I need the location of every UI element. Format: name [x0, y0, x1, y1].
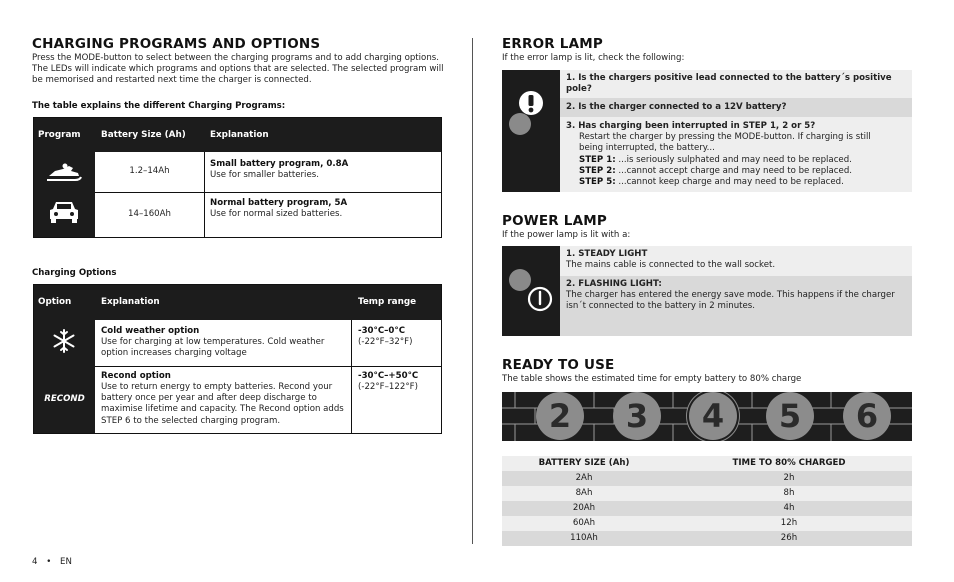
- option-2-temp: -30°C–+50°C: [358, 371, 419, 381]
- error-step-1: [579, 155, 852, 166]
- power-intro: If the power lamp is lit with a:: [502, 230, 631, 240]
- program-1-desc: Use for smaller batteries.: [210, 170, 319, 180]
- charging-intro-text: Press the MODE-button to select between the charging programs and to add charging options. The LEDs will indicate which programs and options that are selected. The selected program will be memorised and restarted next time the charger is connected.: [32, 53, 444, 86]
- row-size: 2Ah: [575, 473, 593, 483]
- options-table: [33, 284, 442, 434]
- header-explanation: Explanation: [210, 130, 269, 140]
- error-lamp-panel: [502, 70, 560, 192]
- option-icon-column: [34, 320, 95, 433]
- program-1-size: 1.2–14Ah: [129, 166, 170, 176]
- row-divider: [95, 366, 441, 367]
- error-step-5: [579, 177, 844, 188]
- exclamation-icon: [518, 90, 544, 116]
- row-size: 8Ah: [575, 488, 593, 498]
- power-item-2-desc: The charger has entered the energy save mode. This happens if the charger isn´t connected to the battery in 2 minutes.: [566, 290, 895, 312]
- page-number: 4: [32, 557, 38, 567]
- language-code: EN: [60, 557, 72, 567]
- row-time: 4h: [783, 503, 795, 513]
- option-1-temp: -30°C–0°C: [358, 326, 406, 336]
- power-item-1: 1. STEADY LIGHT: [566, 249, 648, 259]
- ready-table-header: [502, 456, 912, 471]
- power-item-1-desc: The mains cable is connected to the wall socket.: [566, 260, 776, 270]
- step-number-3: 3: [613, 392, 661, 440]
- table-row: [502, 501, 912, 516]
- power-item-2: 2. FLASHING LIGHT:: [566, 279, 662, 289]
- step-number-6: 6: [843, 392, 891, 440]
- row-time: 26h: [780, 533, 798, 543]
- programs-table-caption: The table explains the different Charging Programs:: [32, 101, 286, 111]
- program-1-title: Small battery program, 0.8A: [210, 159, 349, 169]
- step-5-text: ...cannot keep charge and may need to be replaced.: [618, 177, 844, 187]
- col-divider: [351, 320, 352, 433]
- column-divider: [472, 38, 473, 544]
- programs-table: [33, 117, 442, 238]
- header-battery-size: Battery Size (Ah): [101, 130, 186, 140]
- charging-steps-strip: [502, 392, 912, 441]
- program-2-desc: Use for normal sized batteries.: [210, 209, 343, 219]
- header-time: TIME TO 80% CHARGED: [732, 458, 846, 468]
- snowflake-icon: [52, 329, 76, 353]
- program-2-size: 14–160Ah: [128, 209, 171, 219]
- section-title-power-lamp: POWER LAMP: [502, 213, 607, 229]
- section-title-charging-programs: CHARGING PROGRAMS AND OPTIONS: [32, 36, 321, 52]
- error-step-2: [579, 166, 852, 177]
- section-title-error-lamp: ERROR LAMP: [502, 36, 603, 52]
- option-2-title: Recond option: [101, 371, 171, 381]
- recond-label: RECOND: [44, 394, 85, 404]
- option-1-title: Cold weather option: [101, 326, 200, 336]
- table-row: [502, 516, 912, 531]
- error-lamp-indicator: [509, 113, 531, 135]
- program-icon-column: [34, 152, 95, 237]
- footer-bullet: •: [46, 557, 52, 567]
- programs-table-header: [34, 118, 441, 152]
- table-row: [502, 531, 912, 546]
- row-size: 60Ah: [572, 518, 596, 528]
- program-2-title: Normal battery program, 5A: [210, 198, 348, 208]
- step-number-2: 2: [536, 392, 584, 440]
- row-size: 110Ah: [570, 533, 598, 543]
- header-program: Program: [38, 130, 81, 140]
- section-title-ready-to-use: READY TO USE: [502, 357, 615, 373]
- step-2-label: STEP 2:: [579, 166, 616, 176]
- row-divider: [95, 192, 441, 193]
- row-time: 12h: [780, 518, 798, 528]
- error-item-3-desc: Restart the charger by pressing the MODE-button. If charging is still being interrupted, the battery...: [579, 132, 871, 154]
- table-row: [502, 471, 912, 486]
- option-2-desc: Use to return energy to empty batteries. Recond your battery once per year and after deep discharge to maximise lifetime and capacity. The Recond option adds STEP 6 to the selected charging program.: [101, 382, 344, 426]
- error-intro: If the error lamp is lit, check the following:: [502, 53, 685, 63]
- power-lamp-panel: [502, 246, 560, 336]
- page-footer: [32, 557, 72, 567]
- snowmobile-icon: [45, 162, 83, 184]
- error-item-2: 2. Is the charger connected to a 12V battery?: [566, 102, 787, 112]
- col-divider: [204, 152, 205, 237]
- row-time: 2h: [783, 473, 795, 483]
- header-temp-range: Temp range: [358, 297, 417, 307]
- step-2-text: ...cannot accept charge and may need to be replaced.: [618, 166, 853, 176]
- options-table-caption: Charging Options: [32, 268, 117, 278]
- option-1-temp-f: (-22°F–32°F): [358, 337, 413, 347]
- header-option: Option: [38, 297, 72, 307]
- row-time: 8h: [783, 488, 795, 498]
- table-row: [502, 486, 912, 501]
- option-1-desc: Use for charging at low temperatures. Cold weather option increases charging voltage: [101, 337, 325, 359]
- options-table-header: [34, 285, 441, 320]
- header-explanation: Explanation: [101, 297, 160, 307]
- ready-intro: The table shows the estimated time for empty battery to 80% charge: [502, 374, 802, 384]
- option-2-temp-f: (-22°F–122°F): [358, 382, 418, 392]
- step-5-label: STEP 5:: [579, 177, 616, 187]
- error-item-1: 1. Is the chargers positive lead connected to the battery´s positive pole?: [566, 73, 892, 95]
- car-icon: [47, 199, 81, 225]
- power-icon: [527, 286, 553, 312]
- step-1-text: ...is seriously sulphated and may need to be replaced.: [618, 155, 852, 165]
- step-number-4: 4: [689, 392, 737, 440]
- row-size: 20Ah: [572, 503, 596, 513]
- header-battery-size: BATTERY SIZE (Ah): [538, 458, 630, 468]
- error-item-3: 3. Has charging been interrupted in STEP 1, 2 or 5?: [566, 121, 816, 131]
- step-1-label: STEP 1:: [579, 155, 616, 165]
- step-number-5: 5: [766, 392, 814, 440]
